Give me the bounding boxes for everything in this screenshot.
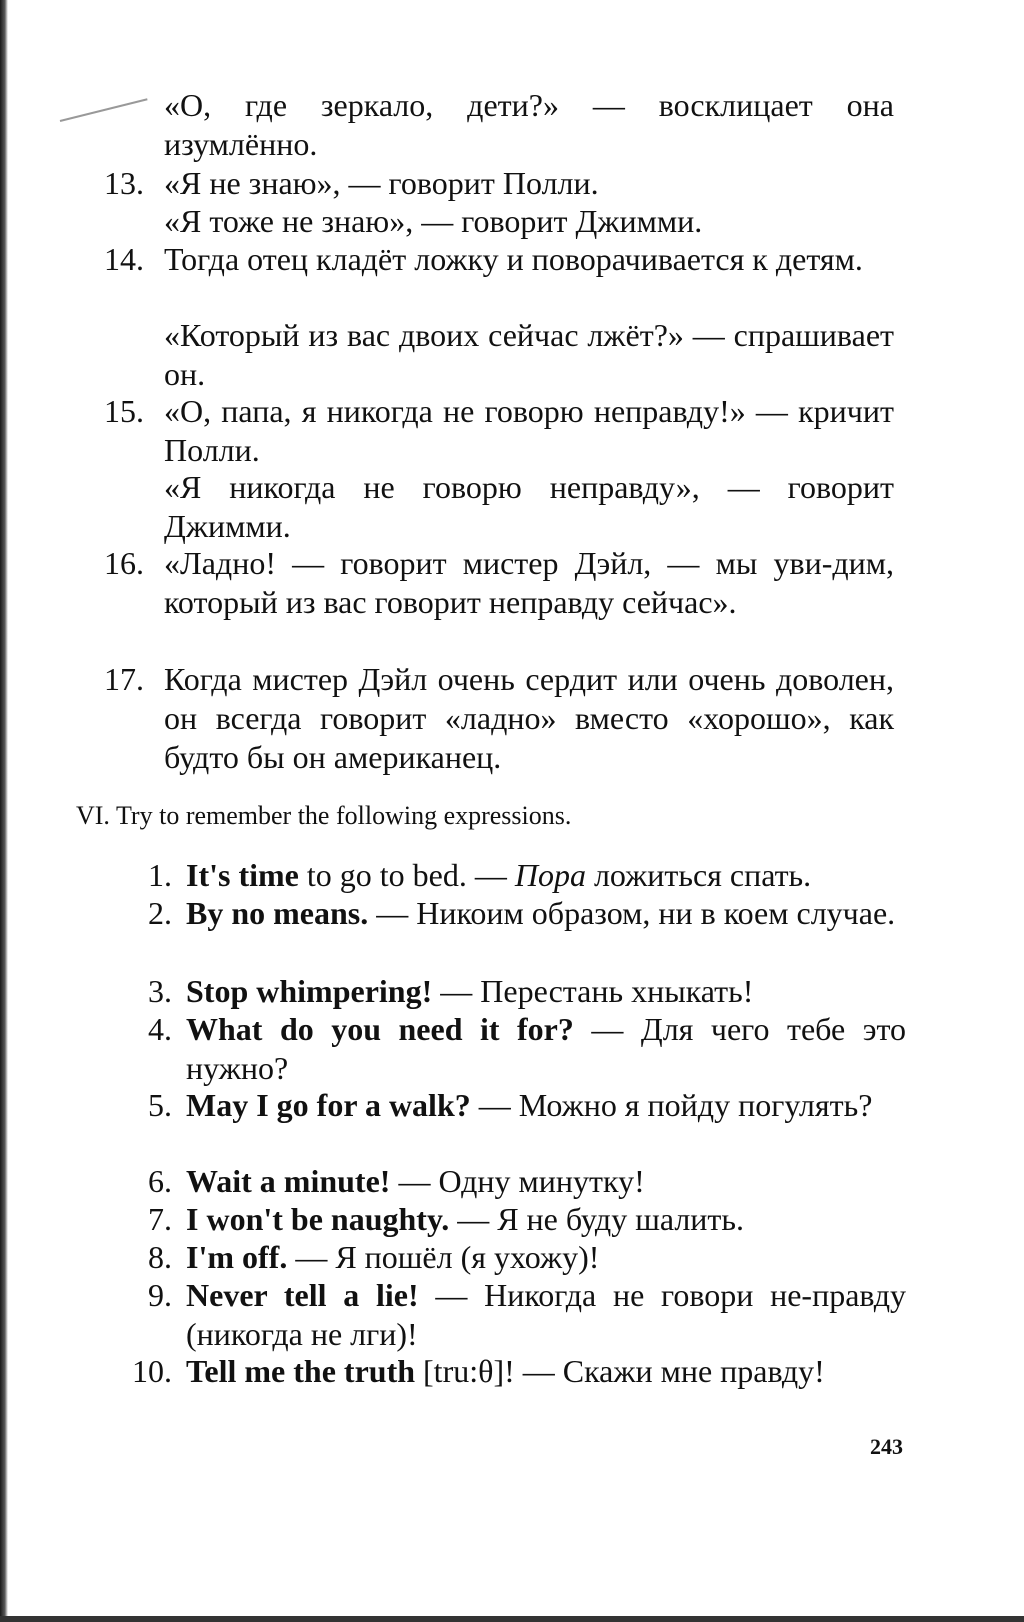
- expression-dash: —: [449, 1201, 498, 1237]
- expression-russian: Скажи мне правду!: [562, 1353, 825, 1389]
- expression-item: [186, 972, 906, 1011]
- expression-dash: —: [418, 1277, 485, 1313]
- expression-english: Tell me the truth: [186, 1353, 416, 1389]
- expression-dash: —: [470, 1087, 519, 1123]
- story-item-text: «О, папа, я никогда не говорю неправду!» — кричит Полли.: [164, 393, 894, 468]
- expression-english: Never tell a lie!: [186, 1277, 419, 1313]
- expression-number: 9.: [148, 1277, 172, 1313]
- expression-number: 10.: [132, 1353, 172, 1389]
- expression-russian: Перестань хныкать!: [480, 973, 754, 1009]
- story-item-number: 16.: [104, 545, 144, 581]
- expression-english: I'm off.: [186, 1239, 288, 1275]
- expression-item: [186, 1162, 906, 1201]
- expression-number: 7.: [148, 1201, 172, 1237]
- story-item-number: 13.: [104, 165, 144, 201]
- expression-russian: Для чего тебе это нужно?: [186, 1011, 907, 1086]
- story-item-text: «Который из вас двоих сейчас лжёт?» — спрашивает он.: [164, 317, 894, 392]
- expression-russian: ложиться спать.: [585, 857, 812, 893]
- expression-dash: —: [390, 1163, 439, 1199]
- expression-english-rest: to go to bed.: [298, 857, 467, 893]
- expression-item: [186, 856, 906, 895]
- story-item-number: 15.: [104, 393, 144, 429]
- expression-item: [186, 1276, 906, 1354]
- story-item-number: 17.: [104, 661, 144, 697]
- expression-english: Stop whimpering!: [186, 973, 433, 1009]
- expression-english-rest: [tru:θ]!: [415, 1353, 515, 1389]
- expression-number: 1.: [148, 857, 172, 893]
- expression-english: May I go for a walk?: [186, 1087, 471, 1123]
- expression-russian: Можно я пойду погулять?: [518, 1087, 873, 1123]
- expression-english: It's time: [186, 857, 299, 893]
- expression-english: Wait a minute!: [186, 1163, 391, 1199]
- page-number: 243: [870, 1434, 903, 1459]
- expression-dash: —: [432, 973, 481, 1009]
- expression-english: What do you need it for?: [186, 1011, 574, 1047]
- story-item-text: «Я не знаю», — говорит Полли.: [164, 165, 599, 201]
- expression-item: [186, 1086, 906, 1125]
- expression-number: 4.: [148, 1011, 172, 1047]
- expression-number: 2.: [148, 895, 172, 931]
- expression-russian: Я пошёл (я ухожу)!: [335, 1239, 600, 1275]
- story-item-text: Когда мистер Дэйл очень сердит или очень доволен, он всегда говорит «ладно» вместо «хорошо», как будто бы он американец.: [164, 661, 894, 775]
- story-item-text: «Я тоже не знаю», — говорит Джимми.: [164, 203, 703, 239]
- section-heading: VI. Try to remember the following expressions.: [76, 801, 572, 830]
- expression-dash: —: [466, 857, 515, 893]
- expression-item: [186, 1352, 906, 1391]
- expression-number: 6.: [148, 1163, 172, 1199]
- expression-english: I won't be naughty.: [186, 1201, 450, 1237]
- expression-russian: Я не буду шалить.: [497, 1201, 744, 1237]
- page-bottom-edge: [0, 1616, 1024, 1622]
- story-item-number: 14.: [104, 241, 144, 277]
- expression-russian: Никоим образом, ни в коем случае.: [416, 895, 896, 931]
- story-intro: «О, где зеркало, дети?» — восклицает она изумлённо.: [164, 87, 894, 162]
- expression-number: 3.: [148, 973, 172, 1009]
- expression-item: [186, 894, 906, 933]
- expression-dash: —: [514, 1353, 563, 1389]
- story-item-text: Тогда отец кладёт ложку и поворачивается к детям.: [164, 241, 863, 277]
- expression-russian-italic: Пора: [514, 857, 586, 893]
- expression-number: 8.: [148, 1239, 172, 1275]
- expression-number: 5.: [148, 1087, 172, 1123]
- expression-item: [186, 1200, 906, 1239]
- expression-russian: Никогда не говори не-правду (никогда не лги)!: [186, 1277, 907, 1352]
- expression-russian: Одну минутку!: [438, 1163, 645, 1199]
- expression-dash: —: [287, 1239, 336, 1275]
- story-item-text: «Ладно! — говорит мистер Дэйл, — мы уви-дим, который из вас говорит неправду сейчас».: [164, 545, 894, 620]
- expression-english: By no means.: [186, 895, 369, 931]
- expression-item: [186, 1010, 906, 1088]
- expression-dash: —: [573, 1011, 641, 1047]
- expression-dash: —: [368, 895, 417, 931]
- story-item-text: «Я никогда не говорю неправду», — говорит Джимми.: [164, 469, 894, 544]
- expression-item: [186, 1238, 906, 1277]
